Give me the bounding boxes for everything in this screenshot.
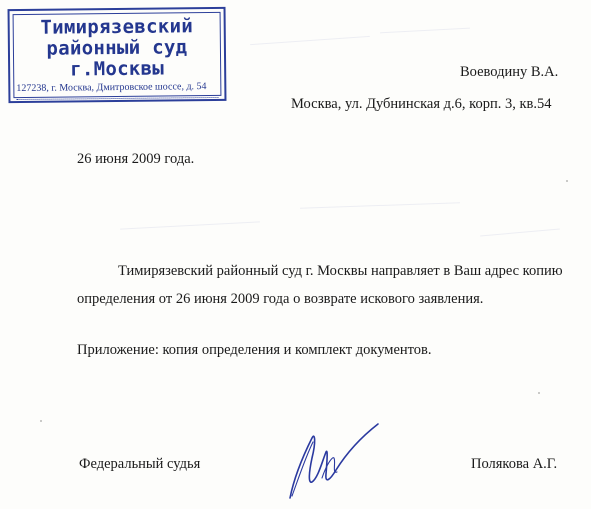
court-stamp [8, 7, 227, 103]
scan-speck [566, 180, 568, 182]
body-text-line: Тимирязевский районный суд г. Москвы направляет в Ваш адрес копию [118, 263, 563, 279]
bleed-through-line [250, 36, 370, 45]
letter-date: 26 июня 2009 года. [77, 151, 195, 167]
bleed-through-line [480, 229, 560, 237]
bleed-through-line [380, 28, 470, 34]
scan-speck [538, 392, 540, 394]
signatory-title: Федеральный судья [79, 456, 201, 472]
stamp-city: г.Москвы [70, 57, 165, 81]
bleed-through-line [300, 202, 460, 209]
stamp-court-name: Тимирязевский [40, 15, 194, 39]
bleed-through-line [120, 221, 260, 229]
recipient-address: Москва, ул. Дубнинская д.6, корп. 3, кв.54 [291, 96, 552, 112]
scan-speck [40, 420, 42, 422]
stamp-court-type: районный суд [46, 36, 188, 60]
body-text-line: определения от 26 июня 2009 года о возврате искового заявления. [77, 291, 484, 307]
signatory-name: Полякова А.Г. [471, 456, 558, 472]
handwritten-signature [282, 418, 382, 504]
recipient-name: Воеводину В.А. [460, 64, 559, 80]
stamp-address: 127238, г. Москва, Дмитровское шоссе, д. 54 [16, 81, 207, 95]
attachment-note: Приложение: копия определения и комплект документов. [77, 342, 432, 358]
